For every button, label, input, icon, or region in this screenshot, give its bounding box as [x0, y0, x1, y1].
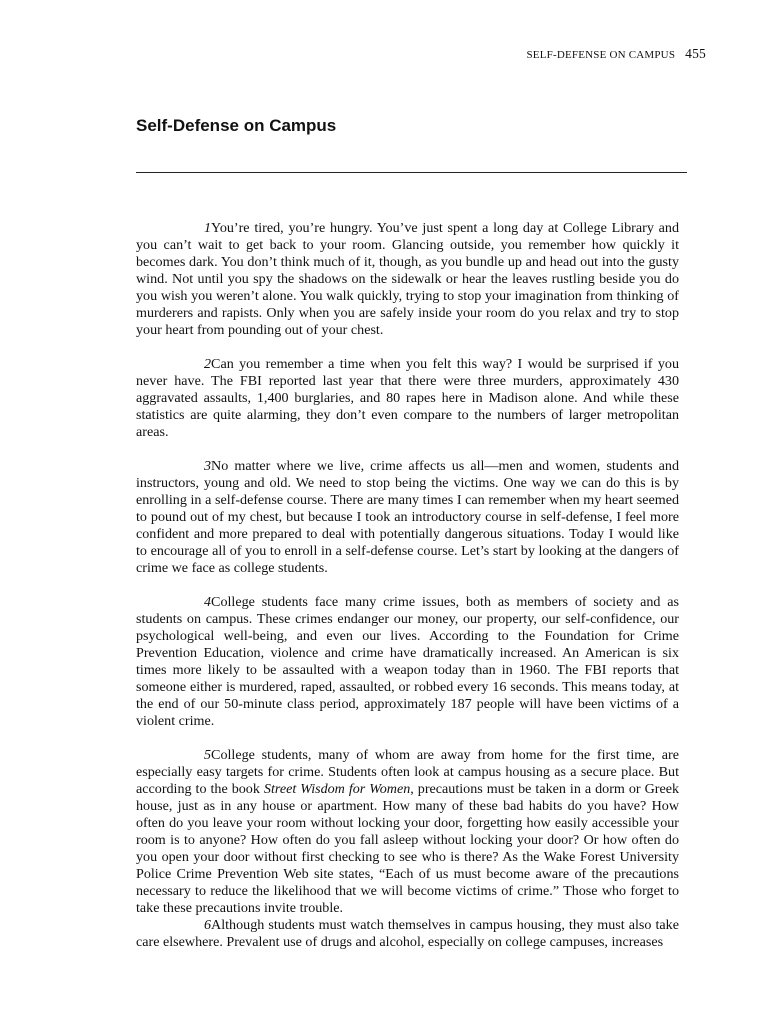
paragraph-text: You’re tired, you’re hungry. You’ve just spent a long day at College Library and you can’t wait to get back to your room. Glancing outside, you remember how quickly it becomes dark. You don’t think much of it, though, as you bundle up and head out into the gusty wind. Not until you spy the shadows on the sidewalk or hear the leaves rustling beside you do you wish you weren’t alone. You walk quickly, trying to stop your imagination from thinking of murderers and rapists. Only when you are safely inside your room do you relax and try to stop your heart from pounding out of your chest. — [136, 220, 679, 338]
paragraph-5 — [136, 747, 679, 917]
paragraph-6 — [136, 917, 679, 951]
page-title: Self-Defense on Campus — [136, 116, 337, 135]
paragraph-text: No matter where we live, crime affects us all—men and women, students and instructors, young and old. We need to stop being the victims. One way we can do this is by enrolling in a self-defense course. There are many times I can remember when my heart seemed to pound out of my chest, but because I took an introductory course in self-defense, I feel more confident and more prepared to deal with potentially dangerous situations. Today I would like to encourage all of you to enroll in a self-defense course. Let’s start by looking at the dangers of crime we face as college students. — [136, 458, 679, 576]
running-title: SELF-DEFENSE ON CAMPUS — [526, 49, 676, 61]
paragraph-number: 2 — [204, 356, 212, 372]
body-text — [136, 220, 679, 968]
paragraph-2 — [136, 356, 679, 441]
paragraph-text: , precautions must be taken in a dorm or Greek house, just as in any house or apartment. How many of these bad habits do you have? How often do you leave your room without locking your door, forgetting how easily accessible your room is to anyone? How often do you fall asleep without locking your door? Or how often do you open your door without first checking to see who is there? As the Wake Forest University Police Crime Prevention Web site states, “Each of us must become aware of the precautions necessary to reduce the likelihood that we will become victims of crime.” Those who forget to take these precautions invite trouble. — [136, 781, 679, 916]
running-header — [526, 46, 706, 62]
paragraph-text: College students face many crime issues, both as members of society and as students on campus. These crimes endanger our money, our property, our self-confidence, our psychological well-being, and even our lives. According to the Foundation for Crime Prevention Education, violence and crime have dramatically increased. An American is six times more likely to be assaulted with a weapon today than in 1960. The FBI reports that someone either is murdered, raped, assaulted, or robbed every 16 seconds. This means today, at the end of our 50-minute class period, approximately 187 people will have been victims of a violent crime. — [136, 594, 679, 729]
paragraph-3 — [136, 458, 679, 577]
paragraph-number: 3 — [204, 458, 212, 474]
book-title: Street Wisdom for Women — [263, 781, 411, 797]
paragraph-text: Although students must watch themselves in campus housing, they must also take care elsewhere. Prevalent use of drugs and alcohol, especially on college campuses, increases — [136, 917, 679, 950]
paragraph-1 — [136, 220, 679, 339]
paragraph-text: College students, many of whom are away from home for the first time, are especially easy targets for crime. Students often look at campus housing as a secure place. But according to the book — [136, 747, 679, 797]
title-divider — [136, 172, 687, 173]
paragraph-number: 1 — [204, 220, 212, 236]
paragraph-number: 4 — [204, 594, 212, 610]
paragraph-number: 5 — [204, 747, 212, 763]
paragraph-4 — [136, 594, 679, 730]
paragraph-number: 6 — [204, 917, 212, 933]
page-number: 455 — [685, 46, 706, 61]
paragraph-text: Can you remember a time when you felt this way? I would be surprised if you never have. The FBI reported last year that there were three murders, approximately 430 aggravated assaults, 1,400 burglaries, and 80 rapes here in Madison alone. And while these statistics are quite alarming, they don’t even compare to the numbers of larger metropolitan areas. — [136, 356, 679, 440]
